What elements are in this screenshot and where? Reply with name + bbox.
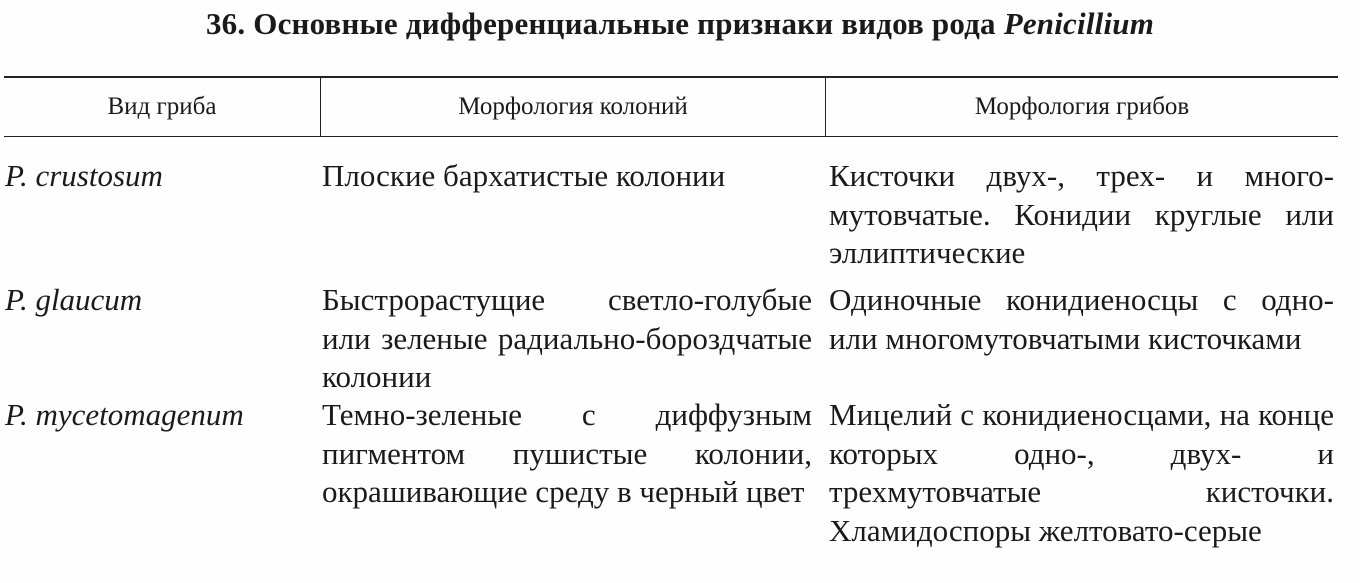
fungus-morphology: Мицелий с конидиеносцами, на конце которых одно-, двух- и трехмутовчатые кисточки. Хламидоспоры желтовато-серые	[829, 397, 1334, 548]
species-name: P. glaucum	[5, 282, 143, 317]
header-species: Вид гриба	[107, 93, 217, 120]
table-title	[0, 6, 1360, 42]
header-fungus-morphology: Морфология грибов	[974, 93, 1190, 120]
header-colony-morphology: Морфология колоний	[458, 93, 688, 120]
table-number: 36.	[205, 6, 246, 41]
fungus-morphology: Кисточки двух-, трех- и многомутовчатые. Конидии круглые или эллиптические	[829, 158, 1334, 270]
table-title-text: Основные дифференциальные признаки видов рода	[253, 6, 996, 41]
species-name: P. crustosum	[5, 158, 163, 193]
table-title-genus: Penicillium	[1003, 6, 1155, 41]
fungus-morphology: Одиночные конидиеносцы с одно- или многомутовчатыми кисточками	[829, 282, 1334, 356]
colony-morphology: Быстрорастущие светло-голубые или зеленые радиально-бороздчатые колонии	[322, 282, 812, 394]
header-bottom-rule	[4, 136, 1338, 137]
colony-morphology: Плоские бархатистые колонии	[322, 158, 726, 193]
species-name: P. mycetomagenum	[5, 397, 244, 432]
colony-morphology: Темно-зеленые с диффузным пигментом пушистые колонии, окрашивающие среду в черный цвет	[322, 397, 812, 509]
